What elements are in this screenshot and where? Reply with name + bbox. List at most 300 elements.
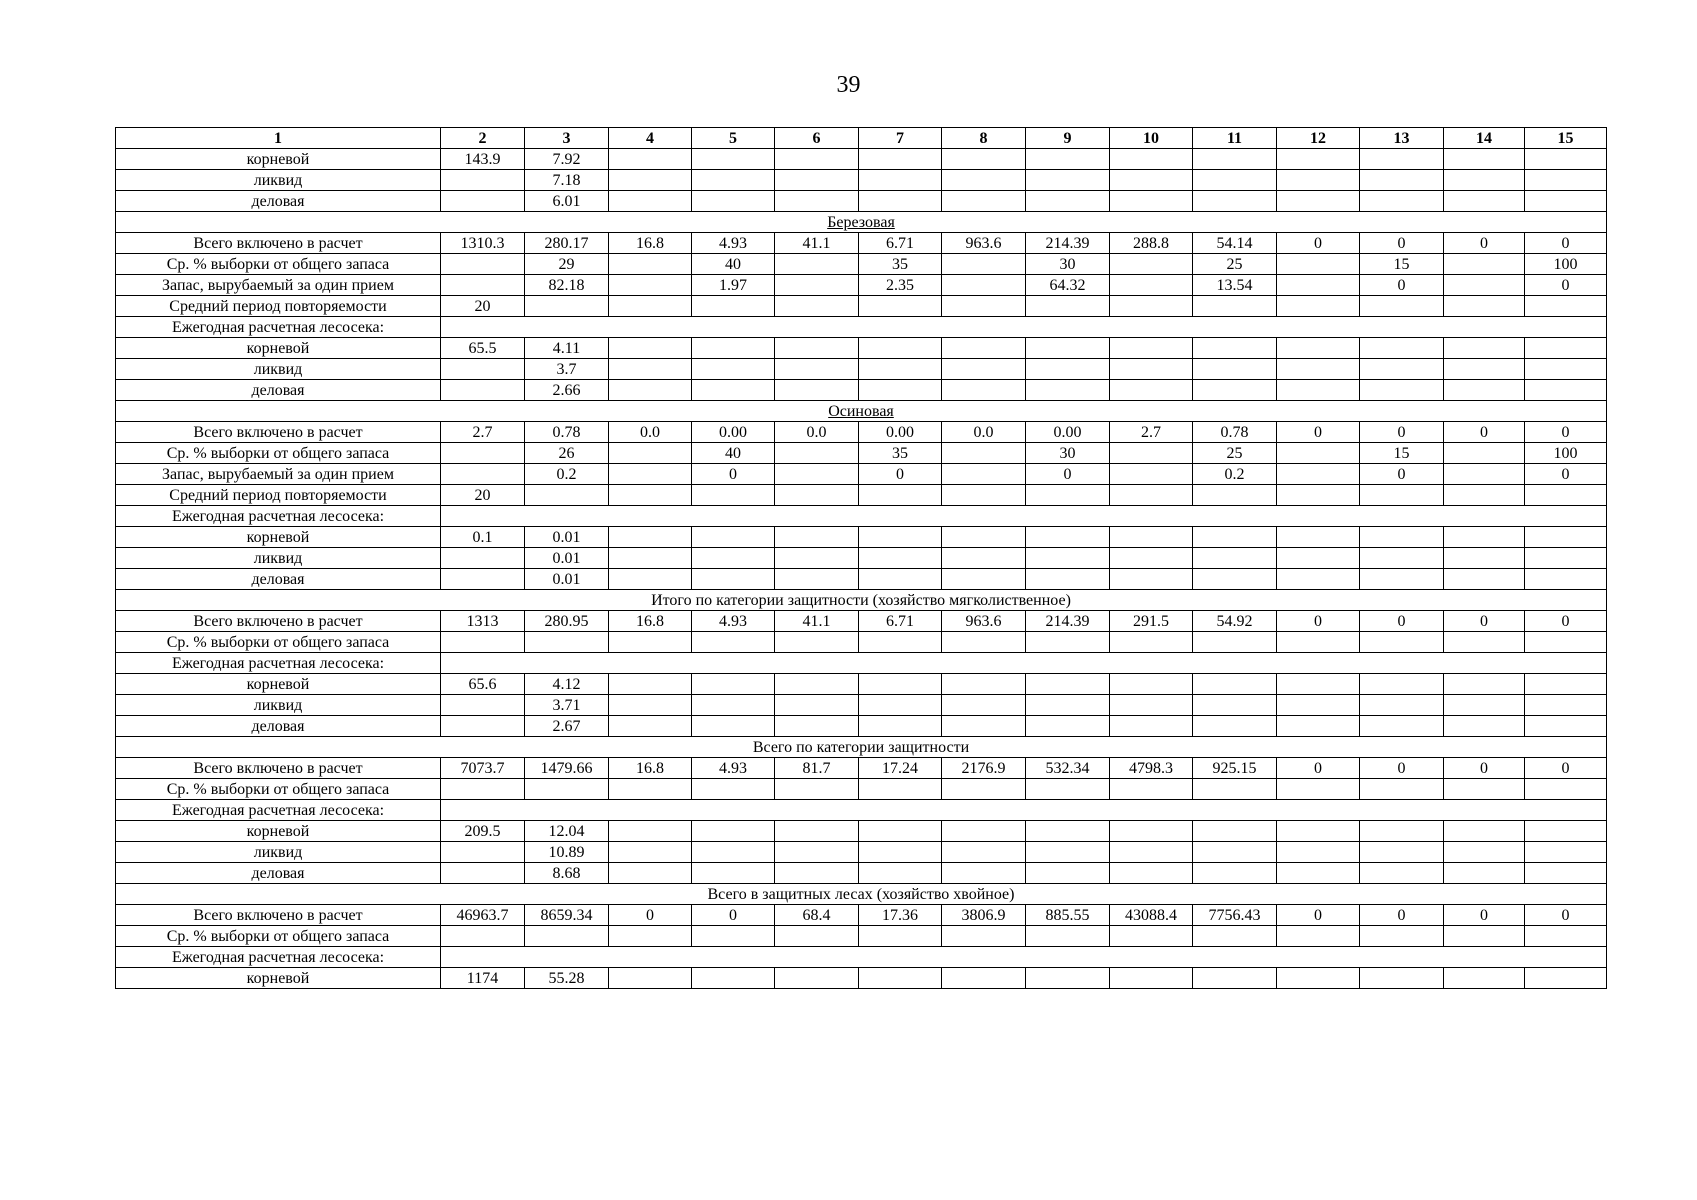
table-cell xyxy=(1277,191,1360,212)
section-row xyxy=(116,590,1607,611)
table-cell: 68.4 xyxy=(775,905,859,926)
table-cell xyxy=(1110,527,1193,548)
empty-span-cell xyxy=(441,506,1607,527)
table-cell xyxy=(1277,548,1360,569)
table-cell xyxy=(1193,632,1277,653)
table-cell xyxy=(1110,254,1193,275)
table-cell xyxy=(942,254,1026,275)
table-cell: 0 xyxy=(1277,611,1360,632)
table-row xyxy=(116,422,1607,443)
table-cell xyxy=(609,191,692,212)
table-cell xyxy=(1525,842,1607,863)
table-cell xyxy=(1110,695,1193,716)
table-cell xyxy=(1444,485,1525,506)
table-cell xyxy=(1026,149,1110,170)
table-cell xyxy=(775,338,859,359)
table-cell xyxy=(859,170,942,191)
table-row xyxy=(116,569,1607,590)
table-cell xyxy=(692,548,775,569)
table-cell xyxy=(942,338,1026,359)
table-cell: 54.92 xyxy=(1193,611,1277,632)
table-cell xyxy=(942,632,1026,653)
table-cell: 8659.34 xyxy=(525,905,609,926)
table-cell xyxy=(1110,380,1193,401)
table-cell xyxy=(1360,359,1444,380)
row-label: Запас, вырубаемый за один прием xyxy=(116,275,441,296)
table-cell: 8.68 xyxy=(525,863,609,884)
table-cell xyxy=(775,296,859,317)
table-cell xyxy=(525,926,609,947)
table-cell xyxy=(441,716,525,737)
table-cell xyxy=(441,779,525,800)
table-header-row xyxy=(116,128,1607,149)
table-row xyxy=(116,443,1607,464)
table-cell xyxy=(1193,485,1277,506)
table-cell xyxy=(1525,338,1607,359)
table-cell xyxy=(1193,968,1277,989)
label-row xyxy=(116,947,1607,968)
table-cell xyxy=(942,569,1026,590)
column-header-6: 6 xyxy=(775,128,859,149)
table-cell xyxy=(609,527,692,548)
table-row xyxy=(116,170,1607,191)
table-cell xyxy=(609,338,692,359)
table-cell xyxy=(1193,359,1277,380)
row-label: деловая xyxy=(116,380,441,401)
empty-span-cell xyxy=(441,317,1607,338)
empty-span-cell xyxy=(441,800,1607,821)
table-cell: 4.93 xyxy=(692,233,775,254)
row-label: корневой xyxy=(116,821,441,842)
column-header-1: 1 xyxy=(116,128,441,149)
table-cell xyxy=(441,569,525,590)
table-cell xyxy=(1110,338,1193,359)
table-cell xyxy=(1026,359,1110,380)
table-cell xyxy=(1525,191,1607,212)
table-cell xyxy=(609,149,692,170)
row-label: Ежегодная расчетная лесосека: xyxy=(116,653,441,674)
table-cell xyxy=(609,485,692,506)
column-header-4: 4 xyxy=(609,128,692,149)
table-cell xyxy=(1110,926,1193,947)
table-cell: 25 xyxy=(1193,443,1277,464)
table-cell: 0.78 xyxy=(1193,422,1277,443)
column-header-5: 5 xyxy=(692,128,775,149)
table-cell xyxy=(1525,863,1607,884)
table-cell xyxy=(942,443,1026,464)
table-cell xyxy=(609,716,692,737)
table-cell xyxy=(1444,863,1525,884)
section-title-cell xyxy=(116,737,1607,758)
table-cell xyxy=(1525,926,1607,947)
table-cell xyxy=(859,380,942,401)
table-cell xyxy=(1110,548,1193,569)
table-cell: 925.15 xyxy=(1193,758,1277,779)
table-cell xyxy=(1525,170,1607,191)
table-cell: 0 xyxy=(1360,611,1444,632)
table-cell xyxy=(692,716,775,737)
table-cell: 46963.7 xyxy=(441,905,525,926)
table-row xyxy=(116,527,1607,548)
table-cell: 885.55 xyxy=(1026,905,1110,926)
row-label: корневой xyxy=(116,149,441,170)
row-label: Ср. % выборки от общего запаса xyxy=(116,632,441,653)
table-cell xyxy=(609,968,692,989)
table-cell: 7.92 xyxy=(525,149,609,170)
table-cell: 15 xyxy=(1360,443,1444,464)
label-row xyxy=(116,317,1607,338)
table-cell xyxy=(1026,926,1110,947)
table-row xyxy=(116,548,1607,569)
table-cell: 4.12 xyxy=(525,674,609,695)
table-cell xyxy=(692,821,775,842)
table-cell: 3.7 xyxy=(525,359,609,380)
row-label: деловая xyxy=(116,716,441,737)
table-cell xyxy=(1110,359,1193,380)
table-cell xyxy=(1525,968,1607,989)
table-cell xyxy=(1026,191,1110,212)
section-title-cell xyxy=(116,884,1607,905)
table-row xyxy=(116,338,1607,359)
table-cell xyxy=(942,674,1026,695)
table-cell xyxy=(1360,170,1444,191)
table-cell xyxy=(609,296,692,317)
table-cell xyxy=(1277,296,1360,317)
table-cell xyxy=(1193,926,1277,947)
table-cell xyxy=(775,149,859,170)
table-cell xyxy=(1444,149,1525,170)
table-cell xyxy=(609,842,692,863)
table-row xyxy=(116,359,1607,380)
table-cell xyxy=(609,632,692,653)
table-cell: 26 xyxy=(525,443,609,464)
section-row xyxy=(116,884,1607,905)
row-label: Всего включено в расчет xyxy=(116,422,441,443)
table-cell: 0 xyxy=(1525,611,1607,632)
table-cell: 6.71 xyxy=(859,611,942,632)
table-cell: 4798.3 xyxy=(1110,758,1193,779)
table-cell xyxy=(1110,674,1193,695)
table-row xyxy=(116,968,1607,989)
table-cell: 0 xyxy=(1360,905,1444,926)
table-cell: 0 xyxy=(1277,905,1360,926)
row-label: Всего включено в расчет xyxy=(116,611,441,632)
table-cell xyxy=(942,485,1026,506)
table-cell xyxy=(1026,296,1110,317)
table-cell xyxy=(692,485,775,506)
table-cell xyxy=(1110,149,1193,170)
table-cell: 0.00 xyxy=(859,422,942,443)
table-cell xyxy=(609,359,692,380)
row-label: Ежегодная расчетная лесосека: xyxy=(116,506,441,527)
table-cell xyxy=(775,716,859,737)
table-cell: 81.7 xyxy=(775,758,859,779)
table-cell xyxy=(775,254,859,275)
table-cell: 30 xyxy=(1026,443,1110,464)
table-cell: 209.5 xyxy=(441,821,525,842)
table-cell: 0 xyxy=(1277,758,1360,779)
table-cell xyxy=(1277,380,1360,401)
table-cell xyxy=(1277,863,1360,884)
column-header-8: 8 xyxy=(942,128,1026,149)
table-cell: 3.71 xyxy=(525,695,609,716)
table-cell: 0 xyxy=(1277,422,1360,443)
table-cell: 214.39 xyxy=(1026,611,1110,632)
table-cell xyxy=(942,716,1026,737)
table-cell xyxy=(1026,380,1110,401)
table-cell xyxy=(1193,527,1277,548)
table-cell xyxy=(775,464,859,485)
column-header-12: 12 xyxy=(1277,128,1360,149)
table-cell xyxy=(692,359,775,380)
table-cell xyxy=(1193,338,1277,359)
table-cell xyxy=(1525,527,1607,548)
table-cell xyxy=(441,464,525,485)
table-cell xyxy=(1525,695,1607,716)
table-cell xyxy=(1026,569,1110,590)
table-cell xyxy=(1525,821,1607,842)
table-cell xyxy=(1193,548,1277,569)
table-cell: 1313 xyxy=(441,611,525,632)
table-cell xyxy=(775,779,859,800)
table-cell: 963.6 xyxy=(942,233,1026,254)
table-cell: 0 xyxy=(1525,758,1607,779)
label-row xyxy=(116,653,1607,674)
table-cell xyxy=(859,695,942,716)
table-cell: 41.1 xyxy=(775,611,859,632)
table-cell xyxy=(1277,926,1360,947)
table-cell xyxy=(942,191,1026,212)
table-cell xyxy=(1026,821,1110,842)
table-cell xyxy=(441,254,525,275)
table-cell: 16.8 xyxy=(609,758,692,779)
table-cell xyxy=(1277,170,1360,191)
table-cell xyxy=(859,968,942,989)
table-cell: 7073.7 xyxy=(441,758,525,779)
section-title-cell xyxy=(116,212,1607,233)
column-header-3: 3 xyxy=(525,128,609,149)
table-cell xyxy=(1525,716,1607,737)
table-cell: 0.00 xyxy=(692,422,775,443)
table-cell xyxy=(525,632,609,653)
table-cell xyxy=(441,842,525,863)
table-cell xyxy=(1444,380,1525,401)
table-cell: 20 xyxy=(441,485,525,506)
table-cell xyxy=(1360,674,1444,695)
table-cell: 20 xyxy=(441,296,525,317)
table-cell xyxy=(1026,968,1110,989)
table-cell xyxy=(942,464,1026,485)
table-cell: 0.00 xyxy=(1026,422,1110,443)
table-cell: 0 xyxy=(1525,275,1607,296)
table-cell xyxy=(1277,527,1360,548)
table-cell xyxy=(859,779,942,800)
table-cell xyxy=(1360,821,1444,842)
section-title: Всего в защитных лесах (хозяйство хвойное) xyxy=(707,885,1015,903)
table-cell xyxy=(609,464,692,485)
table-cell xyxy=(1110,863,1193,884)
table-row xyxy=(116,863,1607,884)
table-cell xyxy=(775,527,859,548)
table-cell: 82.18 xyxy=(525,275,609,296)
table-cell xyxy=(1277,968,1360,989)
table-cell xyxy=(942,296,1026,317)
table-cell xyxy=(859,485,942,506)
table-cell xyxy=(775,170,859,191)
table-cell: 0 xyxy=(1360,422,1444,443)
table-cell xyxy=(1110,485,1193,506)
table-cell xyxy=(525,779,609,800)
table-row xyxy=(116,191,1607,212)
table-cell: 0.78 xyxy=(525,422,609,443)
table-cell xyxy=(1360,632,1444,653)
table-cell xyxy=(441,443,525,464)
table-cell xyxy=(859,191,942,212)
table-cell xyxy=(692,863,775,884)
table-row xyxy=(116,926,1607,947)
table-cell: 2.66 xyxy=(525,380,609,401)
table-cell xyxy=(1277,569,1360,590)
table-cell: 0.1 xyxy=(441,527,525,548)
row-label: корневой xyxy=(116,968,441,989)
table-row xyxy=(116,821,1607,842)
table-cell: 29 xyxy=(525,254,609,275)
table-cell xyxy=(1360,716,1444,737)
table-cell xyxy=(441,191,525,212)
table-cell xyxy=(1026,485,1110,506)
table-cell: 30 xyxy=(1026,254,1110,275)
table-cell xyxy=(775,380,859,401)
table-cell xyxy=(609,821,692,842)
table-cell xyxy=(775,548,859,569)
table-cell: 0 xyxy=(692,464,775,485)
row-label: ликвид xyxy=(116,170,441,191)
table-cell xyxy=(1360,296,1444,317)
table-cell: 1.97 xyxy=(692,275,775,296)
table-cell xyxy=(1360,779,1444,800)
table-cell xyxy=(859,296,942,317)
table-cell: 4.11 xyxy=(525,338,609,359)
table-cell xyxy=(692,296,775,317)
table-cell xyxy=(775,926,859,947)
table-cell xyxy=(1026,863,1110,884)
table-cell xyxy=(1444,821,1525,842)
table-cell xyxy=(1525,674,1607,695)
table-cell xyxy=(609,674,692,695)
table-cell: 17.24 xyxy=(859,758,942,779)
table-cell xyxy=(1193,716,1277,737)
table-cell xyxy=(1360,926,1444,947)
table-cell xyxy=(1026,842,1110,863)
table-cell: 16.8 xyxy=(609,233,692,254)
table-cell xyxy=(1110,842,1193,863)
table-cell xyxy=(1277,359,1360,380)
table-cell: 0.2 xyxy=(1193,464,1277,485)
table-cell: 0 xyxy=(1444,611,1525,632)
row-label: корневой xyxy=(116,338,441,359)
table-cell xyxy=(609,275,692,296)
table-cell xyxy=(1444,779,1525,800)
table-cell xyxy=(441,632,525,653)
table-cell xyxy=(1110,170,1193,191)
table-cell xyxy=(1026,779,1110,800)
table-cell xyxy=(1277,695,1360,716)
row-label: Всего включено в расчет xyxy=(116,905,441,926)
table-cell xyxy=(1110,716,1193,737)
table-cell xyxy=(1525,569,1607,590)
table-cell xyxy=(859,926,942,947)
table-cell xyxy=(1026,548,1110,569)
table-cell xyxy=(1277,674,1360,695)
table-cell xyxy=(1444,842,1525,863)
table-cell xyxy=(1110,443,1193,464)
table-cell xyxy=(1360,842,1444,863)
table-cell xyxy=(1277,632,1360,653)
table-cell xyxy=(1444,191,1525,212)
table-cell xyxy=(1444,359,1525,380)
table-cell xyxy=(859,863,942,884)
table-cell xyxy=(609,695,692,716)
table-cell xyxy=(1193,149,1277,170)
table-cell: 0 xyxy=(1444,905,1525,926)
table-cell xyxy=(692,149,775,170)
table-cell xyxy=(1193,695,1277,716)
column-header-15: 15 xyxy=(1525,128,1607,149)
table-cell xyxy=(525,485,609,506)
table-cell: 0.0 xyxy=(609,422,692,443)
table-cell xyxy=(775,569,859,590)
table-cell xyxy=(775,191,859,212)
table-cell xyxy=(441,275,525,296)
table-cell xyxy=(859,359,942,380)
table-cell xyxy=(1277,842,1360,863)
table-cell xyxy=(859,716,942,737)
table-cell xyxy=(775,674,859,695)
table-cell xyxy=(441,695,525,716)
table-cell xyxy=(1277,779,1360,800)
row-label: ликвид xyxy=(116,842,441,863)
table-cell xyxy=(1277,485,1360,506)
table-cell xyxy=(609,548,692,569)
table-cell: 532.34 xyxy=(1026,758,1110,779)
table-cell xyxy=(1193,569,1277,590)
table-cell xyxy=(859,527,942,548)
table-cell xyxy=(1110,464,1193,485)
table-cell xyxy=(1444,170,1525,191)
table-cell: 280.17 xyxy=(525,233,609,254)
table-cell: 7756.43 xyxy=(1193,905,1277,926)
table-cell xyxy=(1026,716,1110,737)
table-cell xyxy=(859,548,942,569)
table-cell xyxy=(775,842,859,863)
table-cell xyxy=(942,695,1026,716)
table-cell: 0 xyxy=(1525,464,1607,485)
row-label: Средний период повторяемости xyxy=(116,296,441,317)
table-cell: 214.39 xyxy=(1026,233,1110,254)
empty-span-cell xyxy=(441,947,1607,968)
forest-calculation-table xyxy=(115,127,1607,989)
table-cell: 0.01 xyxy=(525,548,609,569)
table-row xyxy=(116,254,1607,275)
table-cell xyxy=(775,695,859,716)
table-cell: 0.01 xyxy=(525,527,609,548)
table-cell xyxy=(1360,191,1444,212)
table-cell xyxy=(1026,527,1110,548)
table-cell xyxy=(942,779,1026,800)
table-cell xyxy=(1026,695,1110,716)
section-title: Итого по категории защитности (хозяйство мягколиственное) xyxy=(651,591,1071,609)
table-cell xyxy=(1110,632,1193,653)
